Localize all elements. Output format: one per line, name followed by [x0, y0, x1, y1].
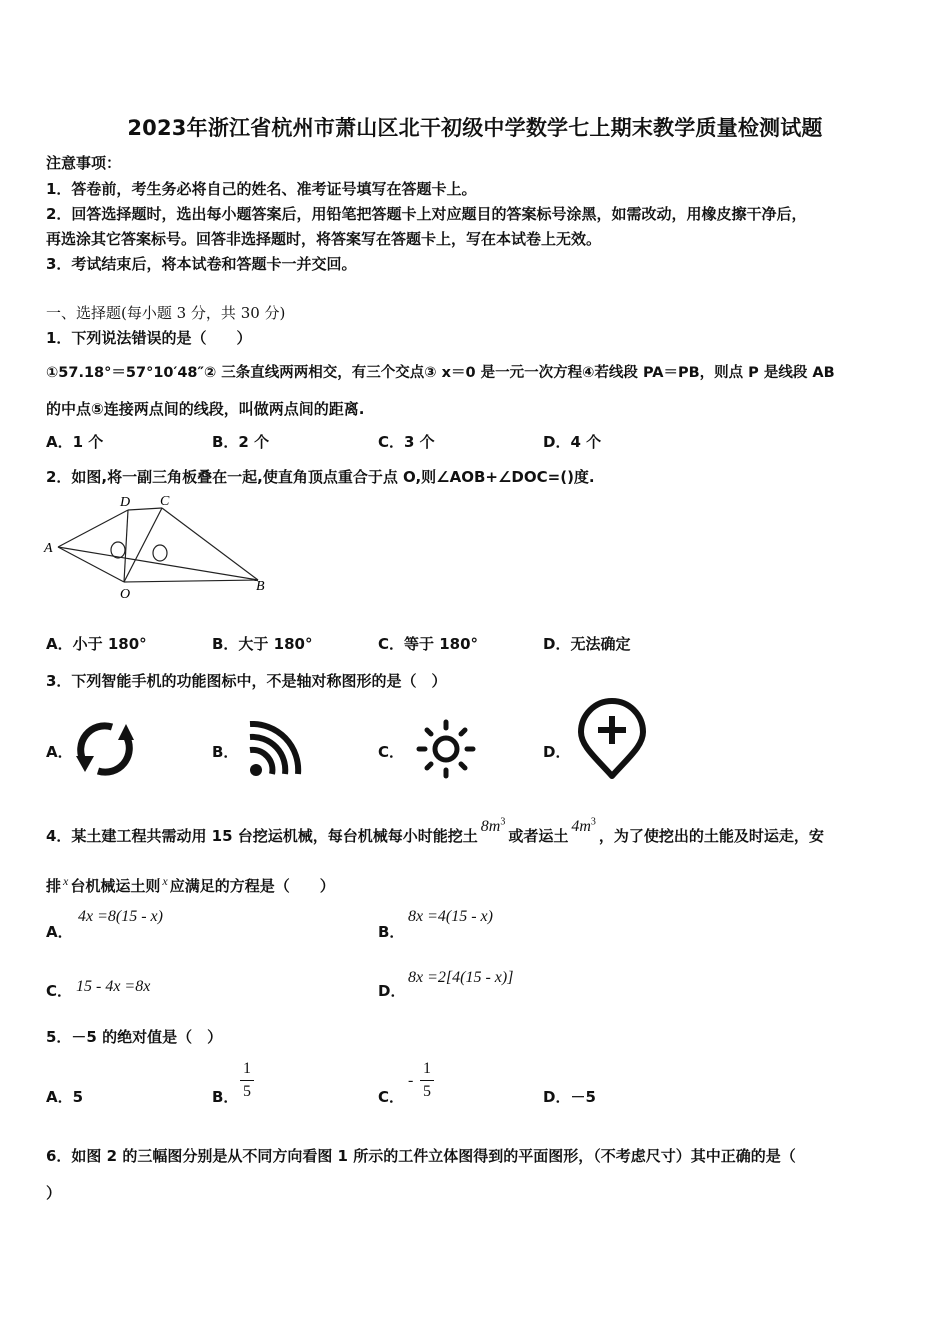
label-o: O [120, 587, 131, 602]
q5-c-denominator: 5 [423, 1083, 431, 1100]
sun-icon [414, 718, 478, 780]
q4-option-c: 15 - 4x =8x [76, 978, 151, 995]
notice-line-1: 1．答卷前，考生务必将自己的姓名、准考证号填写在答题卡上。 [46, 180, 477, 198]
q4-stem-line1 [46, 816, 824, 846]
q1-statements-line1: ①57.18°＝57°10′48″② 三条直线两两相交，有三个交点③ x＝0 是一元一次方程④若线段 PA＝PB，则点 P 是线段 AB [46, 365, 835, 381]
q5-option-c-fraction [420, 1060, 434, 1101]
q4-var-2: x [162, 874, 168, 888]
q4-line2-a: 排 [46, 877, 62, 895]
q4-dig-rate-exp: 3 [500, 816, 506, 828]
label-d: D [120, 495, 131, 510]
page-title: 2023年浙江省杭州市萧山区北干初级中学数学七上期末教学质量检测试题 [127, 116, 823, 140]
q2-option-d: D．无法确定 [543, 635, 631, 653]
q5-b-numerator: 1 [243, 1060, 251, 1077]
section-heading: 一、选择题(每小题 3 分，共 30 分) [46, 304, 286, 322]
q2-stem: 2．如图,将一副三角板叠在一起,使直角顶点重合于点 O,则∠AOB+∠DOC=()度. [46, 468, 595, 486]
q5-option-c-label: C． [378, 1088, 405, 1106]
q5-option-b-fraction [240, 1060, 254, 1101]
q5-option-c-sign: - [408, 1072, 414, 1089]
q4-option-b: 8x =4(15 - x) [408, 908, 493, 925]
refresh-icon [72, 718, 138, 780]
q4-var-1: x [63, 874, 69, 888]
q1-option-d: D．4 个 [543, 433, 602, 451]
q2-option-b: B．大于 180° [212, 635, 313, 653]
q5-option-d: D．－5 [543, 1088, 596, 1106]
q5-option-a: A．5 [46, 1088, 84, 1106]
q3-option-d-label: D． [543, 743, 571, 761]
q4-stem-a: 4．某土建工程共需动用 15 台挖运机械，每台机械每小时能挖土 [46, 827, 478, 845]
q4-dig-rate: 8m [480, 818, 501, 835]
q4-option-a-label: A． [46, 923, 73, 941]
q1-stem: 1．下列说法错误的是（ ） [46, 329, 252, 347]
q4-haul-rate-exp: 3 [590, 816, 596, 828]
q3-option-b-label: B． [212, 743, 239, 761]
wifi-signal-icon [246, 720, 306, 780]
q1-option-a: A．1 个 [46, 433, 104, 451]
q6-stem-line1: 6．如图 2 的三幅图分别是从不同方向看图 1 所示的工件立体图得到的平面图形，（不考虑尺寸）其中正确的是（ [46, 1147, 796, 1165]
q4-haul-rate: 4m [571, 818, 591, 835]
q3-stem: 3．下列智能手机的功能图标中，不是轴对称图形的是（ ） [46, 672, 447, 690]
q4-option-a: 4x =8(15 - x) [78, 908, 163, 925]
q2-option-c: C．等于 180° [378, 635, 479, 653]
q4-line2-b: 台机械运土则 [70, 877, 161, 895]
notice-heading: 注意事项： [46, 154, 122, 172]
add-location-icon [576, 698, 648, 780]
label-c: C [160, 494, 170, 509]
q1-option-b: B．2 个 [212, 433, 270, 451]
q5-option-b-label: B． [212, 1088, 239, 1106]
q6-stem-line2: ） [46, 1184, 62, 1202]
q2-option-a: A．小于 180° [46, 635, 147, 653]
q3-option-c-label: C． [378, 743, 405, 761]
q4-stem-b: 或者运土 [508, 827, 569, 845]
q4-option-b-label: B． [378, 923, 405, 941]
q5-b-denominator: 5 [243, 1083, 251, 1100]
q4-line2-c: 应满足的方程是（ ） [169, 877, 335, 895]
q4-stem-line2 [46, 875, 335, 896]
q5-stem: 5．－5 的绝对值是（ ） [46, 1028, 223, 1046]
label-b: B [256, 579, 265, 594]
q4-option-d-label: D． [378, 982, 406, 1000]
notice-line-2a: 2．回答选择题时，选出每小题答案后，用铅笔把答题卡上对应题目的答案标号涂黑，如需改动，用橡皮擦干净后， [46, 205, 807, 223]
q2-triangle-figure [40, 490, 280, 605]
q5-c-numerator: 1 [423, 1060, 431, 1077]
label-a: A [44, 541, 53, 556]
q4-stem-c: ，为了使挖出的土能及时运走，安 [598, 827, 824, 845]
q4-option-d: 8x =2[4(15 - x)] [408, 969, 514, 986]
q1-option-c: C．3 个 [378, 433, 435, 451]
notice-line-2b: 再选涂其它答案标号。回答非选择题时，将答案写在答题卡上，写在本试卷上无效。 [46, 230, 602, 248]
q3-option-a-label: A． [46, 743, 73, 761]
q1-statements-line2: 的中点⑤连接两点间的线段，叫做两点间的距离. [46, 400, 365, 418]
q4-option-c-label: C． [46, 982, 73, 1000]
notice-line-3: 3．考试结束后，将本试卷和答题卡一并交回。 [46, 255, 357, 273]
